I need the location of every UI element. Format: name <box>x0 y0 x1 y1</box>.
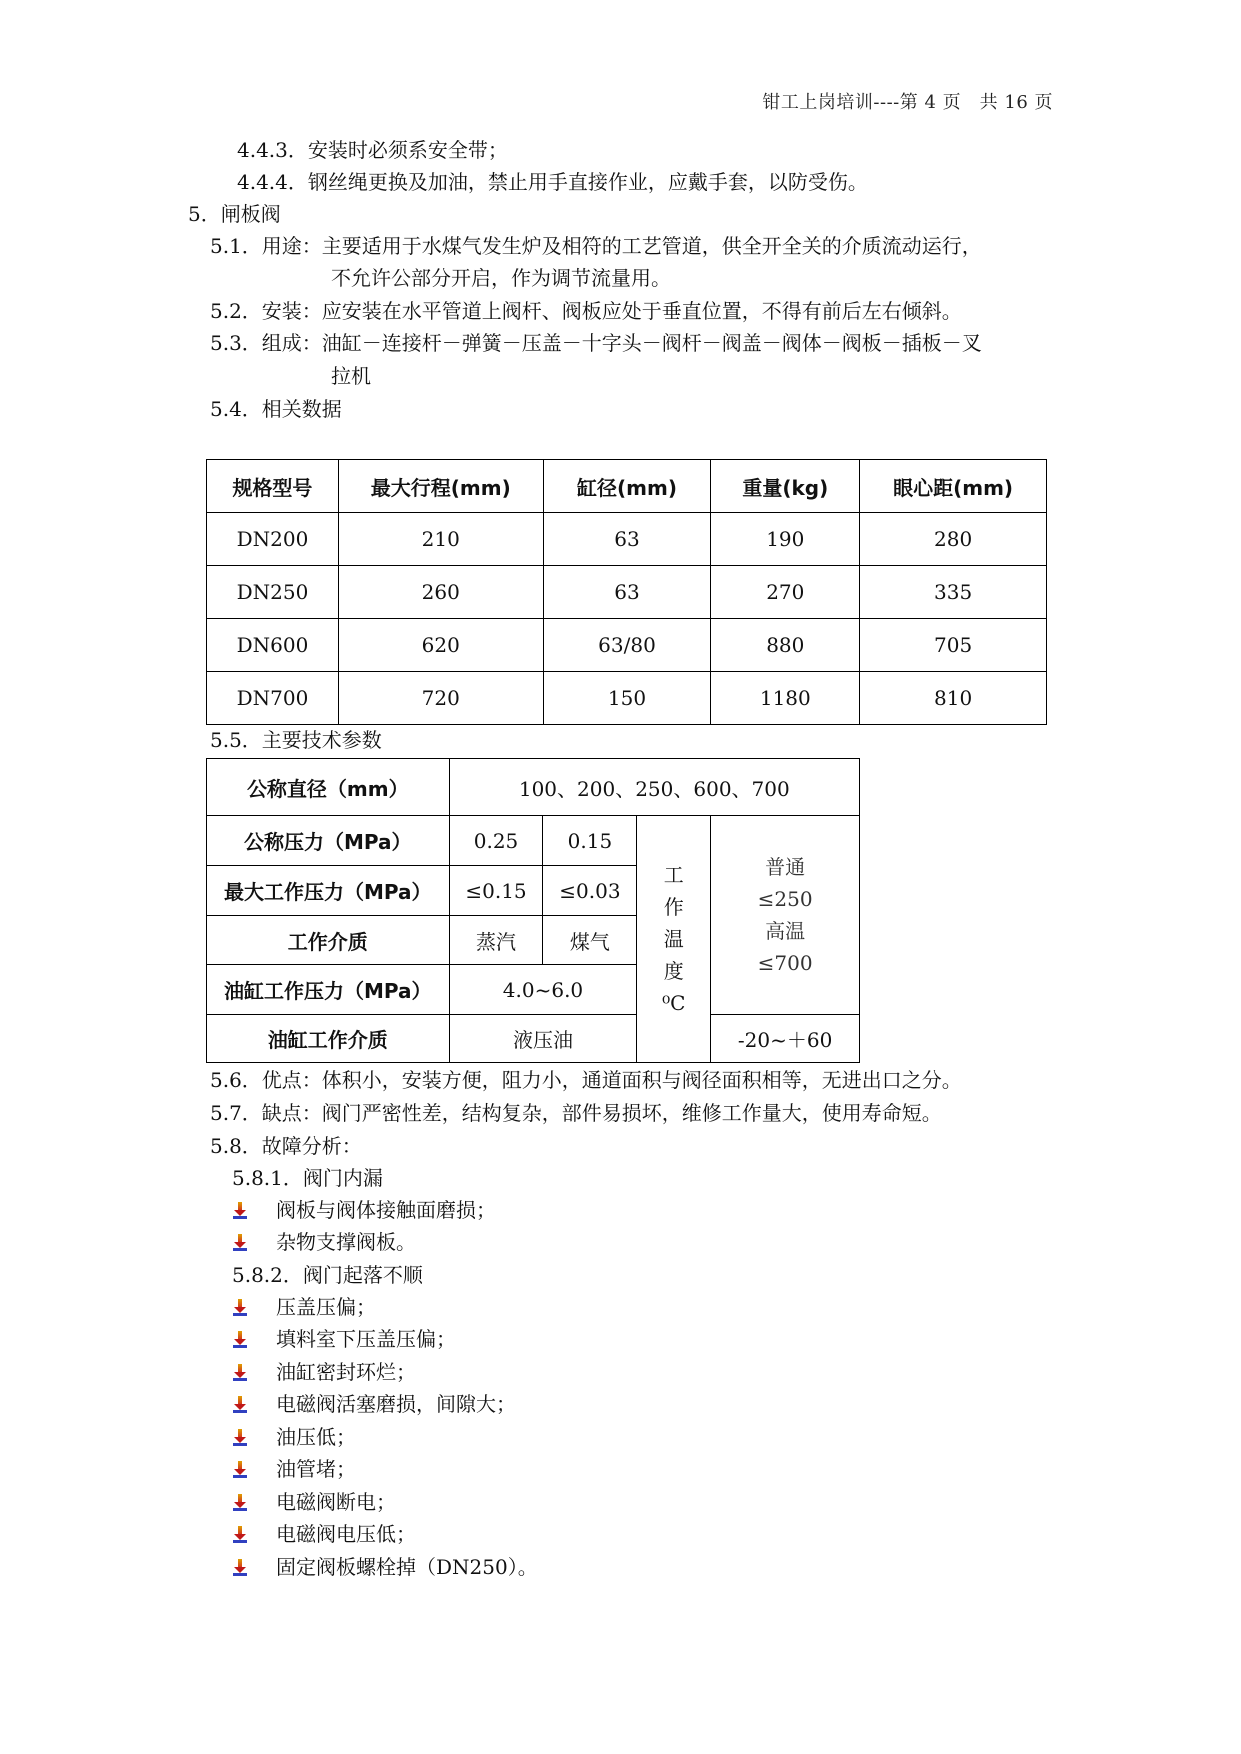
list-item: 电磁阀电压低； <box>276 1522 416 1546</box>
item-5-6: 5.6．优点：体积小，安装方便，阻力小，通道面积与阀径面积相等，无进出口之分。 <box>210 1068 962 1092</box>
table-header-cell: 规格型号 <box>207 460 339 513</box>
table-cell: 280 <box>860 513 1047 566</box>
table-cell: -20~＋60 <box>711 1015 860 1063</box>
table-row <box>207 1015 860 1063</box>
table-cell: 190 <box>711 513 860 566</box>
item-4-4-4: 4.4.4．钢丝绳更换及加油，禁止用手直接作业，应戴手套，以防受伤。 <box>237 170 868 194</box>
list-item: 电磁阀断电； <box>276 1490 396 1514</box>
temp-value: 普通 <box>765 855 806 879</box>
table-cell: 1180 <box>711 672 860 725</box>
arrow-bullet-icon <box>233 1331 247 1347</box>
table-cell: 煤气 <box>543 916 637 965</box>
table-header-cell: 重量(kg) <box>711 460 860 513</box>
row-label: 公称压力（MPa） <box>207 816 450 866</box>
item-4-4-3: 4.4.3．安装时必须系安全带； <box>237 138 508 162</box>
table-cell: 705 <box>860 619 1047 672</box>
item-5-8-1: 5.8.1．阀门内漏 <box>232 1166 383 1190</box>
table-cell: ≤0.03 <box>543 866 637 916</box>
arrow-bullet-icon <box>233 1494 247 1510</box>
list-item: 油缸密封环烂； <box>276 1360 416 1384</box>
item-5-4: 5.4．相关数据 <box>210 397 342 421</box>
item-5-3-line2: 拉机 <box>331 364 371 388</box>
list-item: 电磁阀活塞磨损，间隙大； <box>276 1392 516 1416</box>
row-label: 最大工作压力（MPa） <box>207 866 450 916</box>
table-cell: DN600 <box>207 619 339 672</box>
page-header: 钳工上岗培训----第 4 页 共 16 页 <box>762 92 1053 113</box>
table-cell: DN250 <box>207 566 339 619</box>
table-cell: 620 <box>338 619 543 672</box>
arrow-bullet-icon <box>233 1202 247 1218</box>
table-header-row <box>207 460 1047 513</box>
temp-label-char: 作 <box>663 895 684 919</box>
item-5-1-line2: 不允许公部分开启，作为调节流量用。 <box>331 266 671 290</box>
arrow-bullet-icon <box>233 1396 247 1412</box>
table-cell: 0.15 <box>543 816 637 866</box>
temp-label-char: ⁰C <box>662 991 686 1015</box>
temp-value: ≤700 <box>757 951 813 975</box>
table-cell: DN200 <box>207 513 339 566</box>
table-cell: DN700 <box>207 672 339 725</box>
list-item: 阀板与阀体接触面磨损； <box>276 1198 496 1222</box>
row-label: 油缸工作介质 <box>207 1015 450 1063</box>
row-label: 油缸工作压力（MPa） <box>207 965 450 1015</box>
related-data-table <box>206 459 1047 725</box>
row-label: 工作介质 <box>207 916 450 965</box>
table-row <box>207 513 1047 566</box>
item-5-8: 5.8．故障分析： <box>210 1134 362 1158</box>
table-cell: 0.25 <box>449 816 543 866</box>
tech-params-table <box>206 758 860 1063</box>
table-header-cell: 最大行程(mm) <box>338 460 543 513</box>
table-cell: 880 <box>711 619 860 672</box>
table-header-cell: 眼心距(mm) <box>860 460 1047 513</box>
list-item: 填料室下压盖压偏； <box>276 1327 456 1351</box>
table-cell: 335 <box>860 566 1047 619</box>
table-cell: 63 <box>543 566 711 619</box>
table-row <box>207 816 860 866</box>
table-cell: 液压油 <box>449 1015 637 1063</box>
table-row <box>207 759 860 816</box>
item-5-1-line1: 5.1．用途：主要适用于水煤气发生炉及相符的工艺管道，供全开全关的介质流动运行， <box>210 234 982 258</box>
list-item: 压盖压偏； <box>276 1295 376 1319</box>
list-item: 油管堵； <box>276 1457 356 1481</box>
arrow-bullet-icon <box>233 1299 247 1315</box>
table-row <box>207 672 1047 725</box>
section-5-title: 5．闸板阀 <box>188 202 281 226</box>
table-cell: 4.0~6.0 <box>449 965 637 1015</box>
arrow-bullet-icon <box>233 1559 247 1575</box>
arrow-bullet-icon <box>233 1461 247 1477</box>
temp-value: ≤250 <box>757 887 813 911</box>
table-cell: ≤0.15 <box>449 866 543 916</box>
temp-label-char: 温 <box>663 927 684 951</box>
arrow-bullet-icon <box>233 1429 247 1445</box>
list-item: 油压低； <box>276 1425 356 1449</box>
item-5-3-line1: 5.3．组成：油缸－连接杆－弹簧－压盖－十字头－阀杆－阀盖－阀体－阀板－插板－叉 <box>210 331 982 355</box>
table-cell: 720 <box>338 672 543 725</box>
temp-values-cell <box>711 816 860 1015</box>
temp-value: 高温 <box>765 919 806 943</box>
table-header-cell: 缸径(mm) <box>543 460 711 513</box>
item-5-7: 5.7．缺点：阀门严密性差，结构复杂，部件易损坏，维修工作量大，使用寿命短。 <box>210 1101 942 1125</box>
list-item: 固定阀板螺栓掉（DN250）。 <box>276 1555 538 1579</box>
item-5-8-2: 5.8.2．阀门起落不顺 <box>232 1263 423 1287</box>
table-cell: 63/80 <box>543 619 711 672</box>
table-cell: 蒸汽 <box>449 916 543 965</box>
table-cell: 150 <box>543 672 711 725</box>
table-cell: 810 <box>860 672 1047 725</box>
list-item: 杂物支撑阀板。 <box>276 1230 416 1254</box>
table-cell: 270 <box>711 566 860 619</box>
arrow-bullet-icon <box>233 1364 247 1380</box>
table-cell: 210 <box>338 513 543 566</box>
table-cell: 260 <box>338 566 543 619</box>
temp-label-char: 工 <box>663 863 684 887</box>
table-cell: 63 <box>543 513 711 566</box>
table-row <box>207 619 1047 672</box>
table-row <box>207 566 1047 619</box>
item-5-2: 5.2．安装：应安装在水平管道上阀杆、阀板应处于垂直位置，不得有前后左右倾斜。 <box>210 299 962 323</box>
arrow-bullet-icon <box>233 1526 247 1542</box>
arrow-bullet-icon <box>233 1234 247 1250</box>
row-label: 公称直径（mm） <box>207 759 450 816</box>
temp-label-cell <box>637 816 711 1063</box>
table-cell: 100、200、250、600、700 <box>449 759 859 816</box>
temp-label-char: 度 <box>663 959 684 983</box>
item-5-5: 5.5．主要技术参数 <box>210 728 382 752</box>
